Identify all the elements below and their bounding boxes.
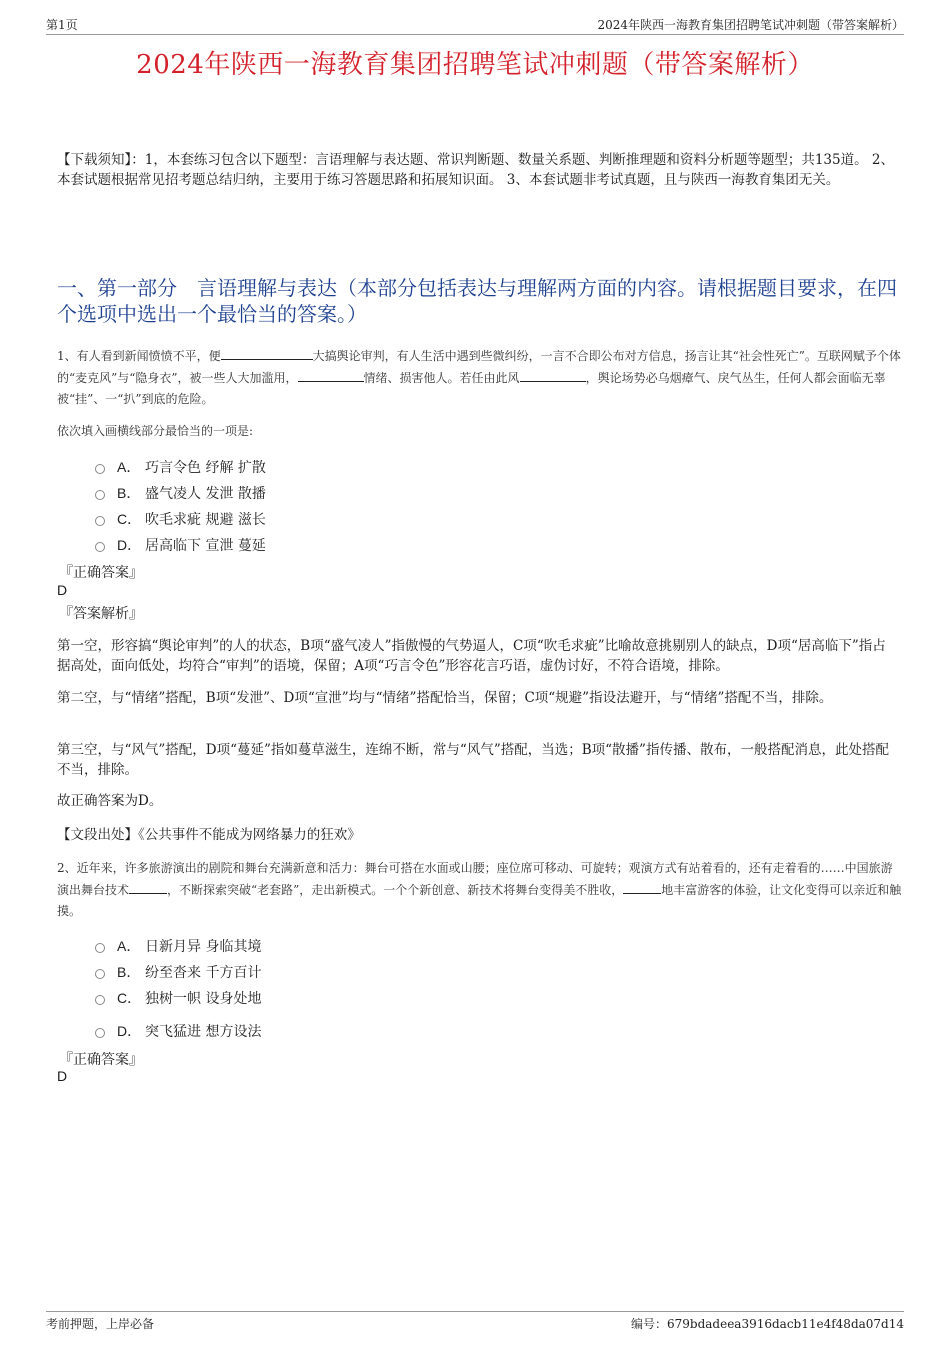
radio-icon[interactable] <box>95 969 105 979</box>
q1-text-3: 情绪、损害他人。若任由此风 <box>363 371 520 385</box>
q1-text-4: ，舆论场势必乌烟瘴气、戾气丛生，任何人都会面临无辜被“挂”、一“扒”到底的危险。 <box>57 371 886 406</box>
q2-text-1: 2、近年来，许多旅游演出的剧院和舞台充满新意和活力：舞台可搭在水面或山腰；座位席可移动、可旋转；观演方式有站着看的，还有走着看的……中国旅游演出舞台技术 <box>57 861 893 897</box>
q1-answer-label: 『正确答案』 <box>59 565 143 581</box>
q2-answer: D <box>57 1068 68 1084</box>
radio-icon[interactable] <box>95 1028 105 1038</box>
footer-doc-id: 编号：679bdadeea3916dacb11e4f48da07d14 <box>630 1317 904 1331</box>
q1-analysis-label: 『答案解析』 <box>59 606 143 622</box>
footer-slogan: 考前押题，上岸必备 <box>46 1317 155 1331</box>
q1-option-b[interactable]: B． 盛气凌人 发泄 散播 <box>95 483 266 503</box>
radio-icon[interactable] <box>95 516 105 526</box>
header-doc-title: 2024年陕西一海教育集团招聘笔试冲刺题（带答案解析） <box>597 18 904 32</box>
q2-option-a[interactable]: A． 日新月异 身临其境 <box>95 936 261 956</box>
q1-blank-2 <box>298 367 364 382</box>
q2-option-c[interactable]: C． 独树一帜 设身处地 <box>95 988 261 1008</box>
page-footer <box>46 1311 904 1332</box>
q1-option-c[interactable]: C． 吹毛求疵 规避 滋长 <box>95 509 266 529</box>
q2-blank-2 <box>623 879 661 894</box>
q2-blank-1 <box>129 879 167 894</box>
radio-icon[interactable] <box>95 464 105 474</box>
radio-icon[interactable] <box>95 943 105 953</box>
q2-text-3: 地丰富游客的体验，让文化变得可以亲近和触摸。 <box>57 883 902 918</box>
download-notice: 【下载须知】：1，本套练习包含以下题型：言语理解与表达题、常识判断题、数量关系题、判断推理题和资料分析题等题型；共135道。 2、本套试题根据常见招考题总结归纳，主要用于练习答题思路和拓展知识面。 3、本套试题非考试真题，且与陕西一海教育集团无关。 <box>57 152 894 188</box>
radio-icon[interactable] <box>95 490 105 500</box>
radio-icon[interactable] <box>95 542 105 552</box>
q2-option-b[interactable]: B． 纷至沓来 千方百计 <box>95 962 261 982</box>
page-header <box>46 14 904 35</box>
q1-blank-3 <box>520 367 586 382</box>
q1-text-2: 大搞舆论审判，有人生活中遇到些微纠纷，一言不合即公布对方信息，扬言让其“社会性死亡”。互联网赋予个体的“麦克风”与“隐身衣”，被一些人大加滥用， <box>57 349 901 385</box>
document-title: 2024年陕西一海教育集团招聘笔试冲刺题（带答案解析） <box>136 50 814 80</box>
q1-source: 【文段出处】《公共事件不能成为网络暴力的狂欢》 <box>57 827 361 843</box>
q1-analysis-2: 第二空，与“情绪”搭配，B项“发泄”、D项“宣泄”均与“情绪”搭配恰当，保留；C项“规避”指设法避开，与“情绪”搭配不当，排除。 <box>57 690 833 706</box>
q1-blank-1 <box>221 345 313 360</box>
q1-prompt: 依次填入画横线部分最恰当的一项是: <box>57 424 254 438</box>
section-heading: 一、第一部分 言语理解与表达（本部分包括表达与理解两方面的内容。请根据题目要求，在四个选项中选出一个最恰当的答案。） <box>57 276 897 326</box>
q1-option-a[interactable]: A． 巧言令色 纾解 扩散 <box>95 457 266 477</box>
q1-analysis-1: 第一空，形容搞“舆论审判”的人的状态，B项“盛气凌人”指傲慢的气势逼人，C项“吹毛求疵”比喻故意挑剔别人的缺点，D项“居高临下”指占据高处，面向低处，均符合“审判”的语境，保留；A项“巧言令色”形容花言巧语，虚伪讨好，不符合语境，排除。 <box>57 638 886 674</box>
q1-text-1: 1、有人看到新闻愤愤不平，便 <box>57 349 221 363</box>
q1-option-d[interactable]: D． 居高临下 宣泄 蔓延 <box>95 535 266 555</box>
q2-answer-label: 『正确答案』 <box>59 1052 143 1068</box>
q1-analysis-4: 故正确答案为D。 <box>57 793 163 809</box>
q2-text-2: ，不断探索突破“老套路”，走出新模式。一个个新创意、新技术将舞台变得美不胜收， <box>167 883 624 897</box>
q1-answer: D <box>57 582 68 598</box>
radio-icon[interactable] <box>95 995 105 1005</box>
question-2-stem <box>57 858 902 922</box>
question-1-stem <box>57 345 902 410</box>
page-number: 第1页 <box>46 18 78 32</box>
q1-analysis-3: 第三空，与“风气”搭配，D项“蔓延”指如蔓草滋生，连绵不断，常与“风气”搭配，当选；B项“散播”指传播、散布，一般搭配消息，此处搭配不当，排除。 <box>57 742 889 778</box>
q2-option-d[interactable]: D． 突飞猛进 想方设法 <box>95 1021 261 1041</box>
